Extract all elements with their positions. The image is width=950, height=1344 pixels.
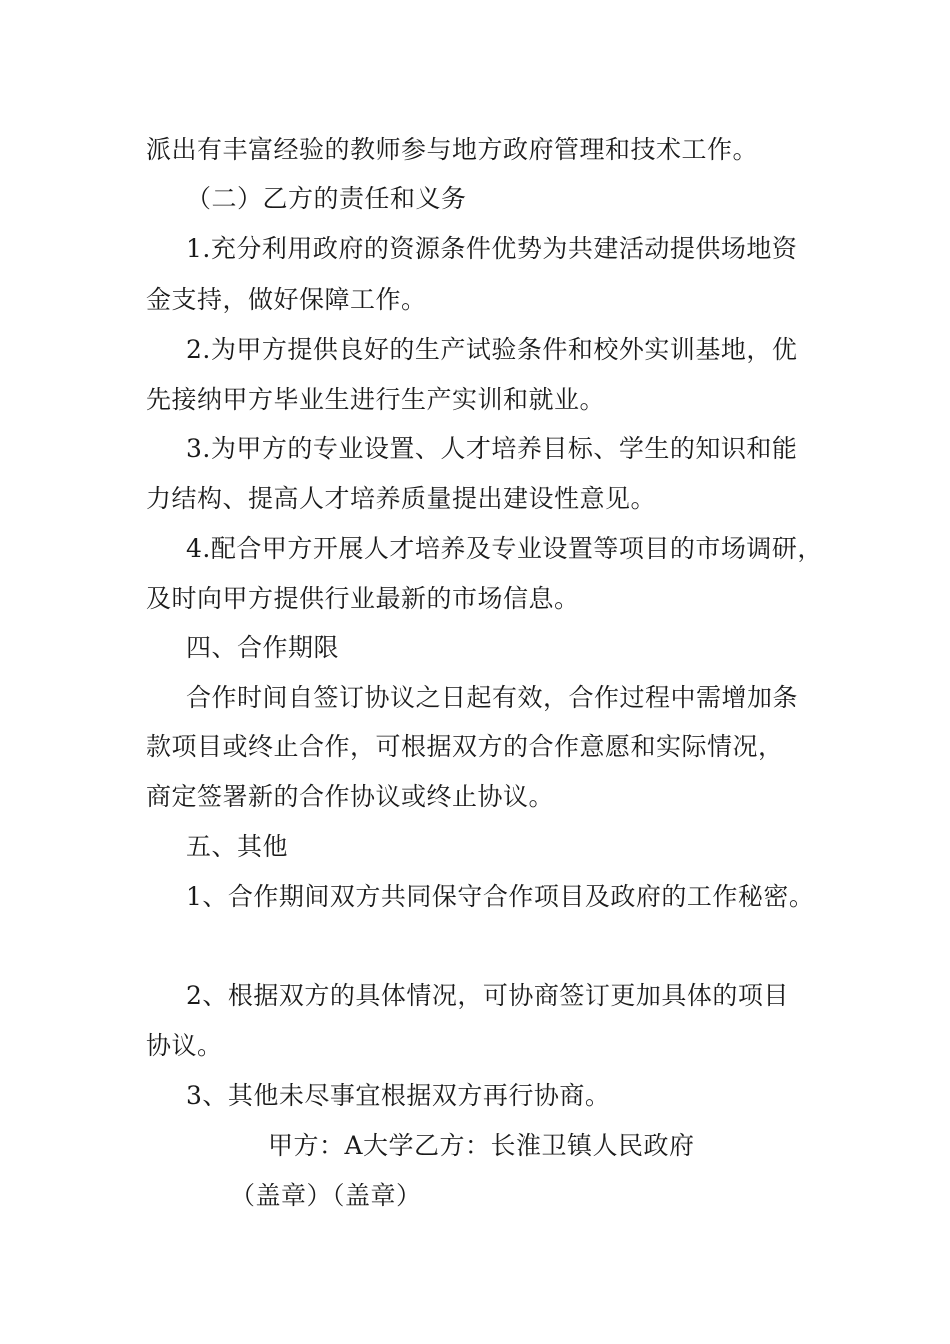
- paragraph-line: 合作时间自签订协议之日起有效，合作过程中需增加条: [186, 683, 799, 712]
- paragraph-line: 先接纳甲方毕业生进行生产实训和就业。: [146, 385, 606, 414]
- paragraph-line: 1.充分利用政府的资源条件优势为共建活动提供场地资: [186, 234, 798, 263]
- paragraph-line: 商定签署新的合作协议或终止协议。: [146, 782, 555, 811]
- signature-parties: 甲方：A大学乙方：长淮卫镇人民政府: [268, 1131, 695, 1160]
- paragraph-line: 2、根据双方的具体情况，可协商签订更加具体的项目: [186, 981, 789, 1010]
- paragraph-line: 1、合作期间双方共同保守合作项目及政府的工作秘密。: [186, 882, 815, 911]
- paragraph-line: 派出有丰富经验的教师参与地方政府管理和技术工作。: [146, 135, 759, 164]
- paragraph-line: 协议。: [146, 1031, 223, 1060]
- paragraph-line: 力结构、提高人才培养质量提出建设性意见。: [146, 484, 657, 513]
- paragraph-line: 4.配合甲方开展人才培养及专业设置等项目的市场调研，: [186, 534, 823, 563]
- section-heading: （二）乙方的责任和义务: [186, 184, 467, 213]
- paragraph-line: 金支持，做好保障工作。: [146, 285, 427, 314]
- paragraph-line: 3、其他未尽事宜根据双方再行协商。: [186, 1081, 611, 1110]
- paragraph-line: 2.为甲方提供良好的生产试验条件和校外实训基地，优: [186, 335, 798, 364]
- paragraph-line: 款项目或终止合作，可根据双方的合作意愿和实际情况，: [146, 732, 784, 761]
- paragraph-line: 及时向甲方提供行业最新的市场信息。: [146, 584, 580, 613]
- paragraph-line: 3.为甲方的专业设置、人才培养目标、学生的知识和能: [186, 434, 798, 463]
- section-heading: 四、合作期限: [186, 633, 340, 662]
- seal-placeholders: （盖章）（盖章）: [230, 1181, 422, 1210]
- section-heading: 五、其他: [186, 832, 289, 861]
